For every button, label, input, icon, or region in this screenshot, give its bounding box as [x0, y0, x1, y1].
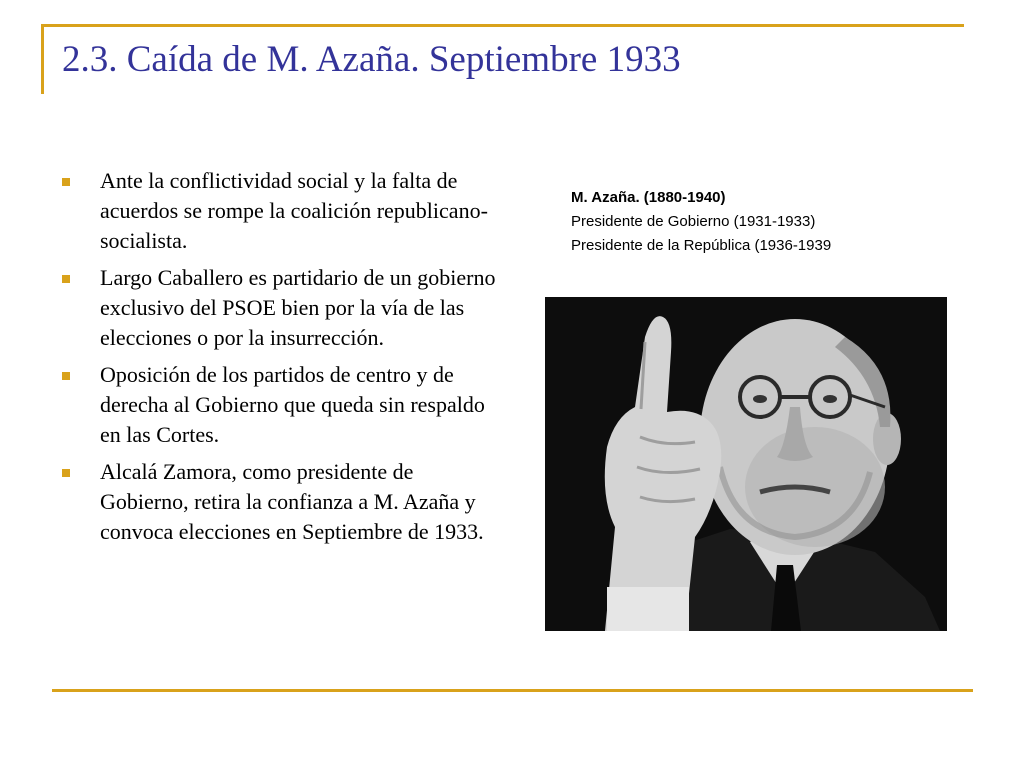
bullet-item: [58, 263, 498, 353]
square-bullet-icon: [62, 469, 70, 477]
footer-rule: [52, 689, 973, 692]
title-left-rule: [41, 24, 44, 94]
bullet-item: [58, 457, 498, 547]
bullet-item: [58, 360, 498, 450]
square-bullet-icon: [62, 275, 70, 283]
caption-name: M. Azaña. (1880-1940): [571, 189, 726, 206]
bullet-text: Alcalá Zamora, como presidente de Gobierno, retira la confianza a M. Azaña y convoca elecciones en Septiembre de 1933.: [100, 459, 484, 544]
square-bullet-icon: [62, 178, 70, 186]
bullet-text: Largo Caballero es partidario de un gobierno exclusivo del PSOE bien por la vía de las elecciones o por la insurrección.: [100, 265, 496, 350]
square-bullet-icon: [62, 372, 70, 380]
bullet-item: [58, 166, 498, 256]
title-top-rule: [41, 24, 964, 27]
bullet-list: [58, 166, 498, 554]
bullet-text: Oposición de los partidos de centro y de derecha al Gobierno que queda sin respaldo en las Cortes.: [100, 362, 485, 447]
slide-title: 2.3. Caída de M. Azaña. Septiembre 1933: [62, 39, 681, 80]
portrait-illustration: [545, 297, 947, 631]
portrait-photo: [545, 297, 947, 631]
caption-line-republic: Presidente de la República (1936-1939: [571, 237, 832, 254]
caption-line-government: Presidente de Gobierno (1931-1933): [571, 213, 816, 230]
bullet-text: Ante la conflictividad social y la falta de acuerdos se rompe la coalición republicano-socialista.: [100, 168, 488, 253]
photo-caption: [571, 186, 831, 258]
